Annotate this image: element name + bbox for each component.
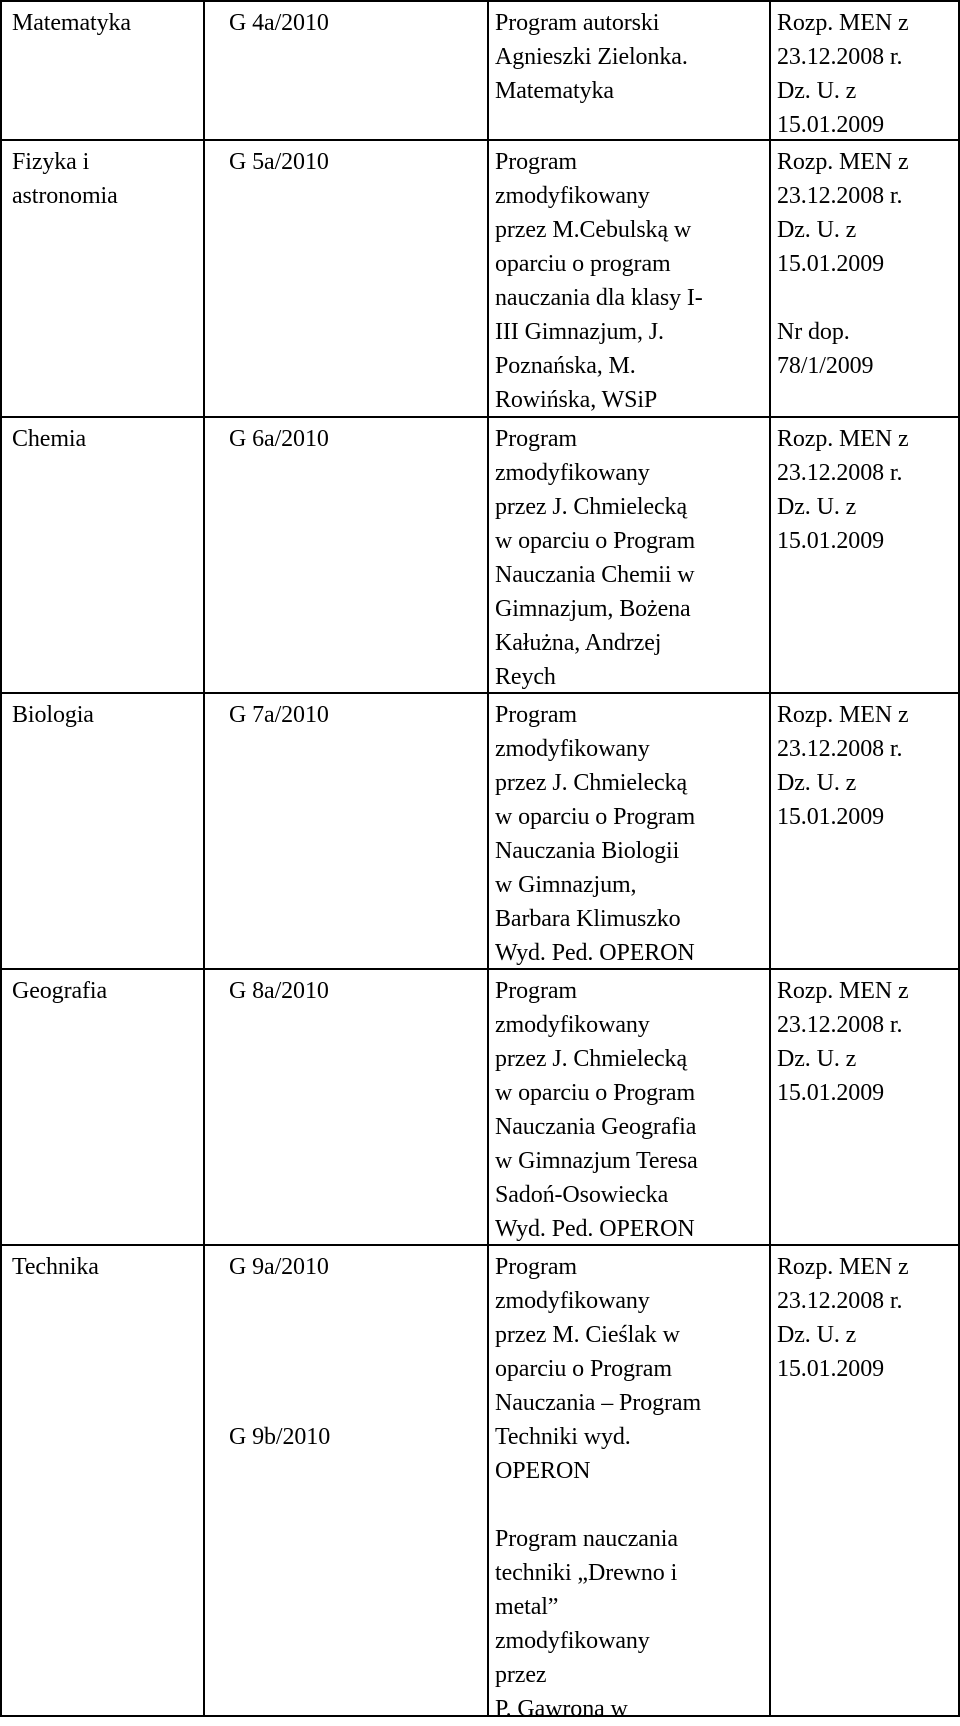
column-divider: [769, 0, 771, 1717]
cell-program-line: Program: [495, 1254, 577, 1280]
cell-approval-line: Rozp. MEN z: [777, 978, 909, 1004]
cell-program-line: zmodyfikowany: [495, 1288, 650, 1314]
cell-program-line: Reych: [495, 664, 556, 690]
row-divider: [0, 692, 960, 694]
row-divider: [0, 1244, 960, 1246]
cell-approval-line: 23.12.2008 r.: [777, 183, 903, 209]
cell-approval-line: 15.01.2009: [777, 251, 885, 277]
cell-approval-line: 23.12.2008 r.: [777, 44, 903, 70]
cell-approval-line: 15.01.2009: [777, 804, 885, 830]
cell-code-line: G 9b/2010: [229, 1424, 331, 1450]
cell-program-line: przez: [495, 1662, 547, 1688]
cell-program-line: w Gimnazjum Teresa: [495, 1148, 698, 1174]
cell-program-line: Nauczania Chemii w: [495, 562, 695, 588]
cell-program-line: zmodyfikowany: [495, 183, 650, 209]
cell-subject-line: Geografia: [12, 978, 108, 1004]
cell-program-line: III Gimnazjum, J.: [495, 319, 664, 345]
cell-program-line: przez J. Chmielecką: [495, 494, 688, 520]
cell-program-line: w oparciu o Program: [495, 528, 696, 554]
cell-code-line: G 9a/2010: [229, 1254, 329, 1280]
cell-approval-line: Dz. U. z: [777, 770, 857, 796]
cell-program-line: w oparciu o Program: [495, 1080, 696, 1106]
cell-approval-line: 15.01.2009: [777, 1080, 885, 1106]
cell-approval-line: Dz. U. z: [777, 1046, 857, 1072]
cell-program-line: Wyd. Ped. OPERON: [495, 1216, 695, 1242]
cell-program-line: przez J. Chmielecką: [495, 770, 688, 796]
cell-program-line: nauczania dla klasy I-: [495, 285, 703, 311]
cell-program-line: zmodyfikowany: [495, 736, 650, 762]
cell-program-line: przez M.Cebulską w: [495, 217, 692, 243]
cell-subject-line: Biologia: [12, 702, 94, 728]
cell-program-line: oparciu o Program: [495, 1356, 672, 1382]
cell-approval-line: 15.01.2009: [777, 528, 885, 554]
cell-program-line: Nauczania Biologii: [495, 838, 680, 864]
cell-approval-line: 23.12.2008 r.: [777, 1012, 903, 1038]
cell-approval-line: Rozp. MEN z: [777, 149, 909, 175]
cell-program-line: Sadoń-Osowiecka: [495, 1182, 669, 1208]
cell-approval-line: Rozp. MEN z: [777, 426, 909, 452]
cell-program-line: zmodyfikowany: [495, 1012, 650, 1038]
cell-approval-line: Dz. U. z: [777, 217, 857, 243]
cell-program-line: metal”: [495, 1594, 559, 1620]
cell-subject-line: Matematyka: [12, 10, 131, 36]
cell-program-line: Nauczania – Program: [495, 1390, 702, 1416]
cell-program-line: oparciu o program: [495, 251, 671, 277]
cell-approval-line: Dz. U. z: [777, 494, 857, 520]
cell-program-line: zmodyfikowany: [495, 460, 650, 486]
cell-approval-line: 78/1/2009: [777, 353, 874, 379]
cell-subject-line: Technika: [12, 1254, 99, 1280]
row-divider: [0, 416, 960, 418]
cell-program-line: Wyd. Ped. OPERON: [495, 940, 695, 966]
cell-approval-line: 23.12.2008 r.: [777, 1288, 903, 1314]
cell-program-line: w oparciu o Program: [495, 804, 696, 830]
cell-program-line: w Gimnazjum,: [495, 872, 637, 898]
cell-code-line: G 6a/2010: [229, 426, 329, 452]
cell-program-line: Techniki wyd.: [495, 1424, 631, 1450]
cell-program-line: Matematyka: [495, 78, 614, 104]
cell-code-line: G 7a/2010: [229, 702, 329, 728]
cell-approval-line: Rozp. MEN z: [777, 1254, 909, 1280]
cell-program-line: Poznańska, M.: [495, 353, 636, 379]
column-divider: [487, 0, 489, 1717]
cell-approval-line: 15.01.2009: [777, 112, 885, 138]
cell-subject-line: astronomia: [12, 183, 118, 209]
cell-program-line: przez J. Chmielecką: [495, 1046, 688, 1072]
cell-program-line: Kałużna, Andrzej: [495, 630, 662, 656]
cell-approval-line: Dz. U. z: [777, 78, 857, 104]
cell-approval-line: Rozp. MEN z: [777, 10, 909, 36]
cell-program-line: Program nauczania: [495, 1526, 678, 1552]
cell-program-line: Program autorski: [495, 10, 660, 36]
cell-program-line: Barbara Klimuszko: [495, 906, 681, 932]
cell-program-line: zmodyfikowany: [495, 1628, 650, 1654]
cell-program-line: P. Gawrona w: [495, 1696, 628, 1722]
cell-approval-line: 15.01.2009: [777, 1356, 885, 1382]
cell-subject-line: Fizyka i: [12, 149, 90, 175]
cell-program-line: techniki „Drewno i: [495, 1560, 678, 1586]
row-divider: [0, 0, 960, 2]
cell-program-line: OPERON: [495, 1458, 591, 1484]
cell-approval-line: 23.12.2008 r.: [777, 460, 903, 486]
cell-approval-line: 23.12.2008 r.: [777, 736, 903, 762]
row-divider: [0, 968, 960, 970]
cell-approval-line: Dz. U. z: [777, 1322, 857, 1348]
cell-program-line: Nauczania Geografia: [495, 1114, 697, 1140]
cell-program-line: Program: [495, 426, 577, 452]
cell-subject-line: Chemia: [12, 426, 87, 452]
column-divider: [0, 0, 2, 1717]
cell-program-line: Rowińska, WSiP: [495, 387, 658, 413]
cell-code-line: G 5a/2010: [229, 149, 329, 175]
cell-program-line: Program: [495, 702, 577, 728]
cell-approval-line: Nr dop.: [777, 319, 850, 345]
cell-program-line: Agnieszki Zielonka.: [495, 44, 688, 70]
cell-code-line: G 8a/2010: [229, 978, 329, 1004]
column-divider: [203, 0, 205, 1717]
cell-code-line: G 4a/2010: [229, 10, 329, 36]
cell-program-line: Program: [495, 149, 577, 175]
cell-program-line: przez M. Cieślak w: [495, 1322, 680, 1348]
cell-program-line: Program: [495, 978, 577, 1004]
cell-program-line: Gimnazjum, Bożena: [495, 596, 691, 622]
cell-approval-line: Rozp. MEN z: [777, 702, 909, 728]
